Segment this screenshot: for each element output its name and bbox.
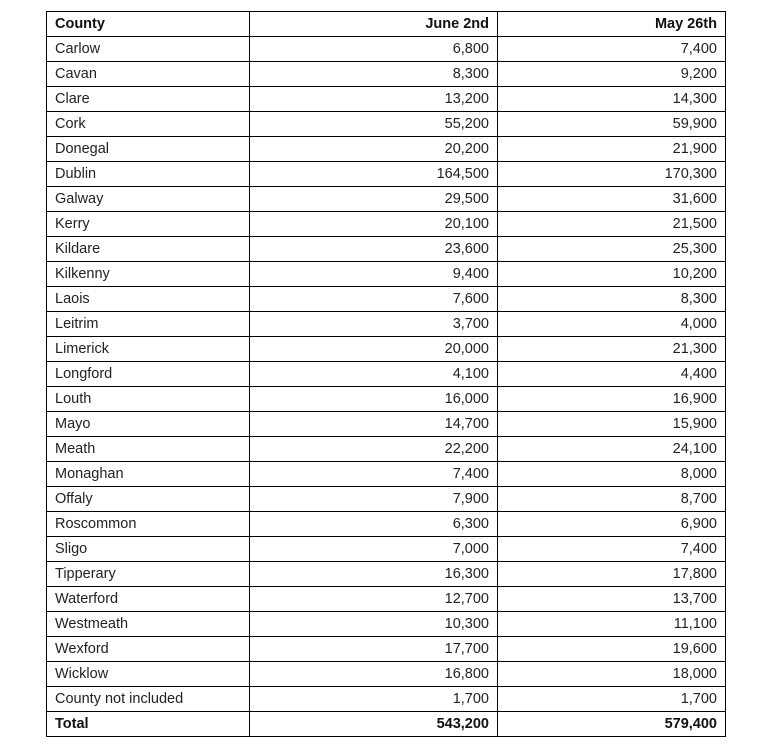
cell-may-26th: 18,000 [498,662,726,687]
table-row [47,387,726,412]
cell-may-26th: 4,000 [498,312,726,337]
cell-may-26th: 21,300 [498,337,726,362]
header-june-2nd: June 2nd [250,12,498,37]
cell-county: Longford [47,362,250,387]
cell-county: Wicklow [47,662,250,687]
table-row [47,687,726,712]
cell-june-2nd: 9,400 [250,262,498,287]
cell-may-26th: 31,600 [498,187,726,212]
cell-county: Kildare [47,237,250,262]
table-row [47,437,726,462]
cell-may-26th: 17,800 [498,562,726,587]
cell-june-2nd: 7,900 [250,487,498,512]
cell-county: Westmeath [47,612,250,637]
cell-county: Mayo [47,412,250,437]
cell-may-26th: 9,200 [498,62,726,87]
table-row [47,337,726,362]
table-row [47,562,726,587]
total-may-26th: 579,400 [498,712,726,737]
cell-june-2nd: 23,600 [250,237,498,262]
table-row [47,487,726,512]
header-county: County [47,12,250,37]
cell-june-2nd: 1,700 [250,687,498,712]
cell-county: Cork [47,112,250,137]
cell-may-26th: 170,300 [498,162,726,187]
cell-county: Kerry [47,212,250,237]
cell-county: Wexford [47,637,250,662]
cell-june-2nd: 10,300 [250,612,498,637]
header-may-26th: May 26th [498,12,726,37]
county-table [46,11,726,737]
table-row [47,237,726,262]
table-row [47,187,726,212]
table-row [47,162,726,187]
cell-may-26th: 8,700 [498,487,726,512]
cell-may-26th: 15,900 [498,412,726,437]
table-body [47,37,726,737]
table-row [47,537,726,562]
cell-june-2nd: 20,200 [250,137,498,162]
cell-county: Dublin [47,162,250,187]
table-row [47,212,726,237]
table-row [47,37,726,62]
cell-county: County not included [47,687,250,712]
county-table-container [46,11,726,737]
table-row [47,62,726,87]
cell-county: Carlow [47,37,250,62]
cell-june-2nd: 7,000 [250,537,498,562]
cell-county: Louth [47,387,250,412]
cell-county: Kilkenny [47,262,250,287]
cell-june-2nd: 4,100 [250,362,498,387]
cell-may-26th: 21,900 [498,137,726,162]
cell-june-2nd: 7,600 [250,287,498,312]
cell-county: Limerick [47,337,250,362]
cell-may-26th: 21,500 [498,212,726,237]
table-total-row [47,712,726,737]
cell-june-2nd: 16,800 [250,662,498,687]
cell-may-26th: 6,900 [498,512,726,537]
cell-county: Cavan [47,62,250,87]
table-row [47,462,726,487]
cell-may-26th: 11,100 [498,612,726,637]
cell-county: Meath [47,437,250,462]
cell-june-2nd: 6,800 [250,37,498,62]
cell-june-2nd: 22,200 [250,437,498,462]
total-label: Total [47,712,250,737]
cell-june-2nd: 6,300 [250,512,498,537]
cell-may-26th: 7,400 [498,37,726,62]
cell-may-26th: 10,200 [498,262,726,287]
cell-may-26th: 16,900 [498,387,726,412]
cell-county: Clare [47,87,250,112]
cell-county: Tipperary [47,562,250,587]
cell-june-2nd: 12,700 [250,587,498,612]
cell-june-2nd: 8,300 [250,62,498,87]
table-row [47,137,726,162]
cell-county: Waterford [47,587,250,612]
cell-june-2nd: 3,700 [250,312,498,337]
cell-county: Monaghan [47,462,250,487]
cell-june-2nd: 16,000 [250,387,498,412]
cell-may-26th: 59,900 [498,112,726,137]
cell-may-26th: 14,300 [498,87,726,112]
cell-may-26th: 25,300 [498,237,726,262]
table-row [47,412,726,437]
cell-june-2nd: 16,300 [250,562,498,587]
table-row [47,112,726,137]
cell-county: Donegal [47,137,250,162]
table-row [47,312,726,337]
table-row [47,362,726,387]
table-row [47,612,726,637]
table-row [47,637,726,662]
cell-may-26th: 24,100 [498,437,726,462]
cell-may-26th: 4,400 [498,362,726,387]
table-header-row [47,12,726,37]
cell-may-26th: 7,400 [498,537,726,562]
cell-june-2nd: 7,400 [250,462,498,487]
table-row [47,512,726,537]
table-row [47,587,726,612]
cell-june-2nd: 13,200 [250,87,498,112]
cell-june-2nd: 14,700 [250,412,498,437]
cell-may-26th: 19,600 [498,637,726,662]
cell-county: Laois [47,287,250,312]
cell-june-2nd: 55,200 [250,112,498,137]
cell-may-26th: 8,000 [498,462,726,487]
table-row [47,87,726,112]
cell-county: Offaly [47,487,250,512]
cell-june-2nd: 17,700 [250,637,498,662]
total-june-2nd: 543,200 [250,712,498,737]
cell-june-2nd: 164,500 [250,162,498,187]
table-row [47,262,726,287]
cell-county: Sligo [47,537,250,562]
cell-june-2nd: 29,500 [250,187,498,212]
cell-county: Roscommon [47,512,250,537]
table-row [47,287,726,312]
cell-county: Leitrim [47,312,250,337]
cell-may-26th: 13,700 [498,587,726,612]
cell-county: Galway [47,187,250,212]
cell-may-26th: 1,700 [498,687,726,712]
cell-june-2nd: 20,100 [250,212,498,237]
table-row [47,662,726,687]
cell-june-2nd: 20,000 [250,337,498,362]
cell-may-26th: 8,300 [498,287,726,312]
